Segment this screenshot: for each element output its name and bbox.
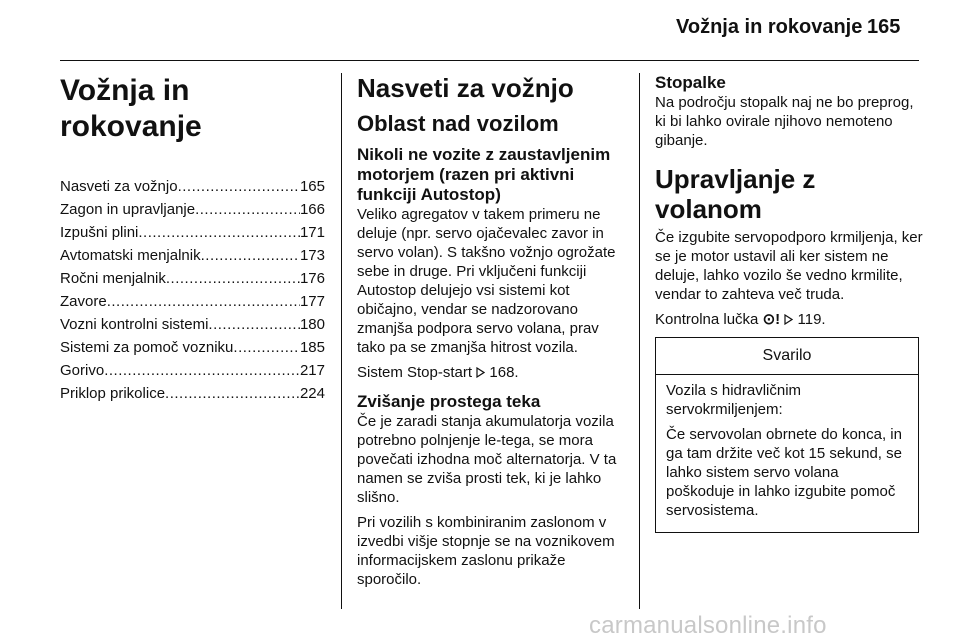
right-column (655, 73, 925, 533)
heading-idle-speed: Zvišanje prostega teka (357, 392, 541, 411)
paragraph-info-display: Pri vozilih s kombiniranim zaslonom v izvedbi višje stopnje se na voznikovem informacijskem zaslonu prikaže sporočilo. (357, 514, 615, 588)
toc-entry-page: 217 (299, 362, 325, 379)
toc-entry-label: Sistemi za pomoč vozniku (60, 339, 234, 356)
warning-body (656, 375, 918, 532)
toc-entry-label: Avtomatski menjalnik (60, 247, 201, 264)
page-number: 165 (867, 16, 901, 38)
chapter-title: Vožnja in rokovanje (60, 74, 202, 143)
paragraph-stop-start (357, 363, 625, 382)
toc-entry-page: 176 (299, 270, 325, 287)
column-separator-right (639, 73, 640, 609)
paragraph-engine-off: Veliko agregatov v takem primeru ne deluje (npr. servo ojačevalec zavor in servo volan). S takšno vožnjo ogrožate sebe in druge. Pri vključeni funkciji Autostop delujejo vsi sistemi kot običajno, vendar se nadzorovano zmanjša podpora servo volana, prav tako pa se zmanjša hitrost vozila. (357, 206, 616, 356)
paragraph-steering: Če izgubite servopodporo krmiljenja, ker se je motor ustavil ali ker sistem ne deluje, lahko vozilo še vedno krmilite, vendar to zahteva več truda. (655, 229, 923, 303)
toc-leader-dots (138, 221, 300, 244)
warning-paragraph-hydraulic: Vozila s hidravličnim servokrmiljenjem: (666, 382, 802, 418)
heading-engine-off: Nikoli ne vozite z zaustavljenim motorjem (razen pri aktivni funkciji Autostop) (357, 145, 611, 204)
subsection-title-vehicle-control: Oblast nad vozilom (357, 111, 559, 136)
toc-entry-label: Izpušni plini (60, 224, 139, 241)
toc-entry-page: 185 (299, 339, 325, 356)
toc-entry-page: 166 (299, 201, 325, 218)
toc-entry[interactable] (60, 267, 325, 290)
table-of-contents (60, 175, 325, 405)
toc-entry[interactable] (60, 313, 325, 336)
toc-entry[interactable] (60, 382, 325, 405)
toc-entry-label: Priklop prikolice (60, 385, 166, 402)
paragraph-control-light (655, 310, 925, 329)
toc-leader-dots (195, 198, 300, 221)
toc-entry-label: Nasveti za vožnjo (60, 178, 178, 195)
warning-box (655, 337, 919, 533)
toc-entry-label: Ročni menjalnik (60, 270, 166, 287)
paragraph-idle-speed: Če je zaradi stanja akumulatorja vozila potrebno polnjenje le-tega, se mora povečati izhodna moč alternatorja. V ta namen se zviša prosti tek, ki je lahko slišno. (357, 413, 617, 506)
middle-column (357, 73, 625, 595)
toc-entry[interactable] (60, 175, 325, 198)
toc-leader-dots (178, 175, 300, 198)
control-light-page-reference[interactable]: 119. (797, 311, 826, 328)
column-separator-left (341, 73, 342, 609)
chapter-toc-column (60, 73, 325, 405)
toc-entry[interactable] (60, 244, 325, 267)
toc-leader-dots (201, 244, 300, 267)
power-steering-warning-icon: ⊙! (762, 311, 781, 328)
warning-paragraph-full-lock: Če servovolan obrnete do konca, in ga tam držite več kot 15 sekund, se lahko sistem servo volana poškoduje in lahko izgubite pomoč servosistema. (666, 426, 902, 519)
toc-entry-page: 173 (299, 247, 325, 264)
stop-start-page-reference[interactable]: 168. (489, 364, 519, 381)
toc-leader-dots (165, 382, 300, 405)
toc-entry-label: Vozni kontrolni sistemi (60, 316, 209, 333)
toc-entry-label: Zagon in upravljanje (60, 201, 196, 218)
watermark: carmanualsonline.info (589, 612, 827, 639)
toc-entry-label: Gorivo (60, 362, 105, 379)
toc-leader-dots (233, 336, 300, 359)
toc-entry[interactable] (60, 290, 325, 313)
toc-entry[interactable] (60, 198, 325, 221)
heading-pedals: Stopalke (655, 73, 726, 92)
toc-entry-label: Zavore (60, 293, 107, 310)
toc-entry[interactable] (60, 359, 325, 382)
section-title-steering: Upravljanje z volanom (655, 164, 816, 224)
toc-entry-page: 180 (299, 316, 325, 333)
toc-leader-dots (208, 313, 300, 336)
control-light-label: Kontrolna lučka (655, 311, 759, 328)
toc-entry-page: 177 (299, 293, 325, 310)
page-reference-arrow-icon (476, 367, 485, 378)
toc-leader-dots (166, 267, 300, 290)
running-header-title: Vožnja in rokovanje (676, 16, 863, 38)
toc-entry[interactable] (60, 336, 325, 359)
warning-title: Svarilo (656, 338, 918, 375)
toc-entry-page: 165 (299, 178, 325, 195)
toc-entry-page: 224 (299, 385, 325, 402)
toc-leader-dots (104, 359, 300, 382)
paragraph-pedals: Na področju stopalk naj ne bo preprog, ki bi lahko ovirale njihovo nemoteno gibanje. (655, 94, 914, 149)
section-title-driving-tips: Nasveti za vožnjo (357, 73, 574, 103)
toc-leader-dots (107, 290, 300, 313)
toc-entry[interactable] (60, 221, 325, 244)
header-rule (60, 60, 919, 61)
page-reference-arrow-icon (784, 314, 793, 325)
stop-start-label: Sistem Stop-start (357, 364, 473, 381)
toc-entry-page: 171 (299, 224, 325, 241)
